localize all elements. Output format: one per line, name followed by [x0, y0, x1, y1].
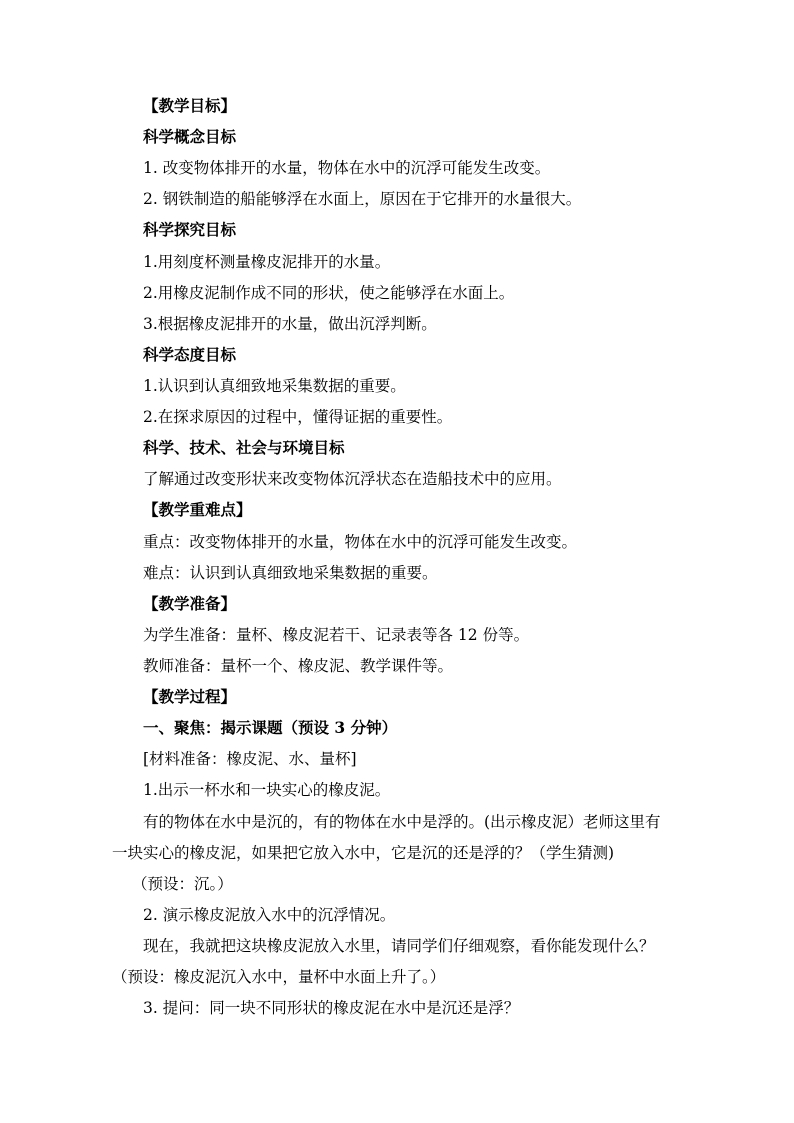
materials-note: [材料准备：橡皮泥、水、量杯] [143, 750, 357, 768]
preset-answer-1: （预设：沉。） [132, 875, 233, 893]
concept-goals-title: 科学概念目标 [143, 127, 237, 146]
process-item-1: 1.出示一杯水和一块实心的橡皮泥。 [143, 781, 391, 799]
paragraph-1-line-2: 一块实心的橡皮泥，如果把它放入水中，它是沉的还是浮的？（学生猜测) [112, 844, 615, 862]
attitude-goal-2: 2.在探求原因的过程中，懂得证据的重要性。 [143, 408, 453, 426]
process-item-3: 3. 提问：同一块不同形状的橡皮泥在水中是沉还是浮？ [143, 999, 520, 1017]
student-preparation: 为学生准备：量杯、橡皮泥若干、记录表等各 12 份等。 [143, 626, 530, 644]
paragraph-2-line-1: 现在，我就把这块橡皮泥放入水里，请同学们仔细观察，看你能发现什么？ [143, 937, 655, 955]
teacher-preparation: 教师准备：量杯一个、橡皮泥、教学课件等。 [143, 657, 454, 675]
step-1-title: 一、聚焦：揭示课题（预设 3 分钟） [143, 718, 398, 737]
attitude-goals-title: 科学态度目标 [143, 345, 237, 364]
attitude-goal-1: 1.认识到认真细致地采集数据的重要。 [143, 377, 406, 395]
paragraph-1-line-1: 有的物体在水中是沉的，有的物体在水中是浮的。(出示橡皮泥）老师这里有 [143, 813, 661, 831]
process-item-2: 2. 演示橡皮泥放入水中的沉浮情况。 [143, 906, 396, 924]
key-point: 重点：改变物体排开的水量，物体在水中的沉浮可能发生改变。 [143, 533, 578, 551]
concept-goal-1: 1. 改变物体排开的水量，物体在水中的沉浮可能发生改变。 [143, 159, 551, 177]
difficult-point: 难点：认识到认真细致地采集数据的重要。 [143, 564, 438, 582]
key-points-heading: 【教学重难点】 [143, 500, 252, 519]
inquiry-goal-3: 3.根据橡皮泥排开的水量，做出沉浮判断。 [143, 315, 437, 333]
inquiry-goal-1: 1.用刻度杯测量橡皮泥排开的水量。 [143, 253, 391, 271]
inquiry-goal-2: 2.用橡皮泥制作成不同的形状，使之能够浮在水面上。 [143, 284, 515, 302]
inquiry-goals-title: 科学探究目标 [143, 220, 237, 239]
process-heading: 【教学过程】 [143, 687, 237, 706]
paragraph-2-line-2: （预设：橡皮泥沉入水中，量杯中水面上升了。） [112, 968, 446, 986]
concept-goal-2: 2. 钢铁制造的船能够浮在水面上，原因在于它排开的水量很大。 [143, 190, 582, 208]
sts-goals-title: 科学、技术、社会与环境目标 [143, 438, 345, 457]
objectives-heading: 【教学目标】 [143, 96, 237, 115]
preparation-heading: 【教学准备】 [143, 594, 237, 613]
sts-goal-1: 了解通过改变形状来改变物体沉浮状态在造船技术中的应用。 [143, 470, 562, 488]
